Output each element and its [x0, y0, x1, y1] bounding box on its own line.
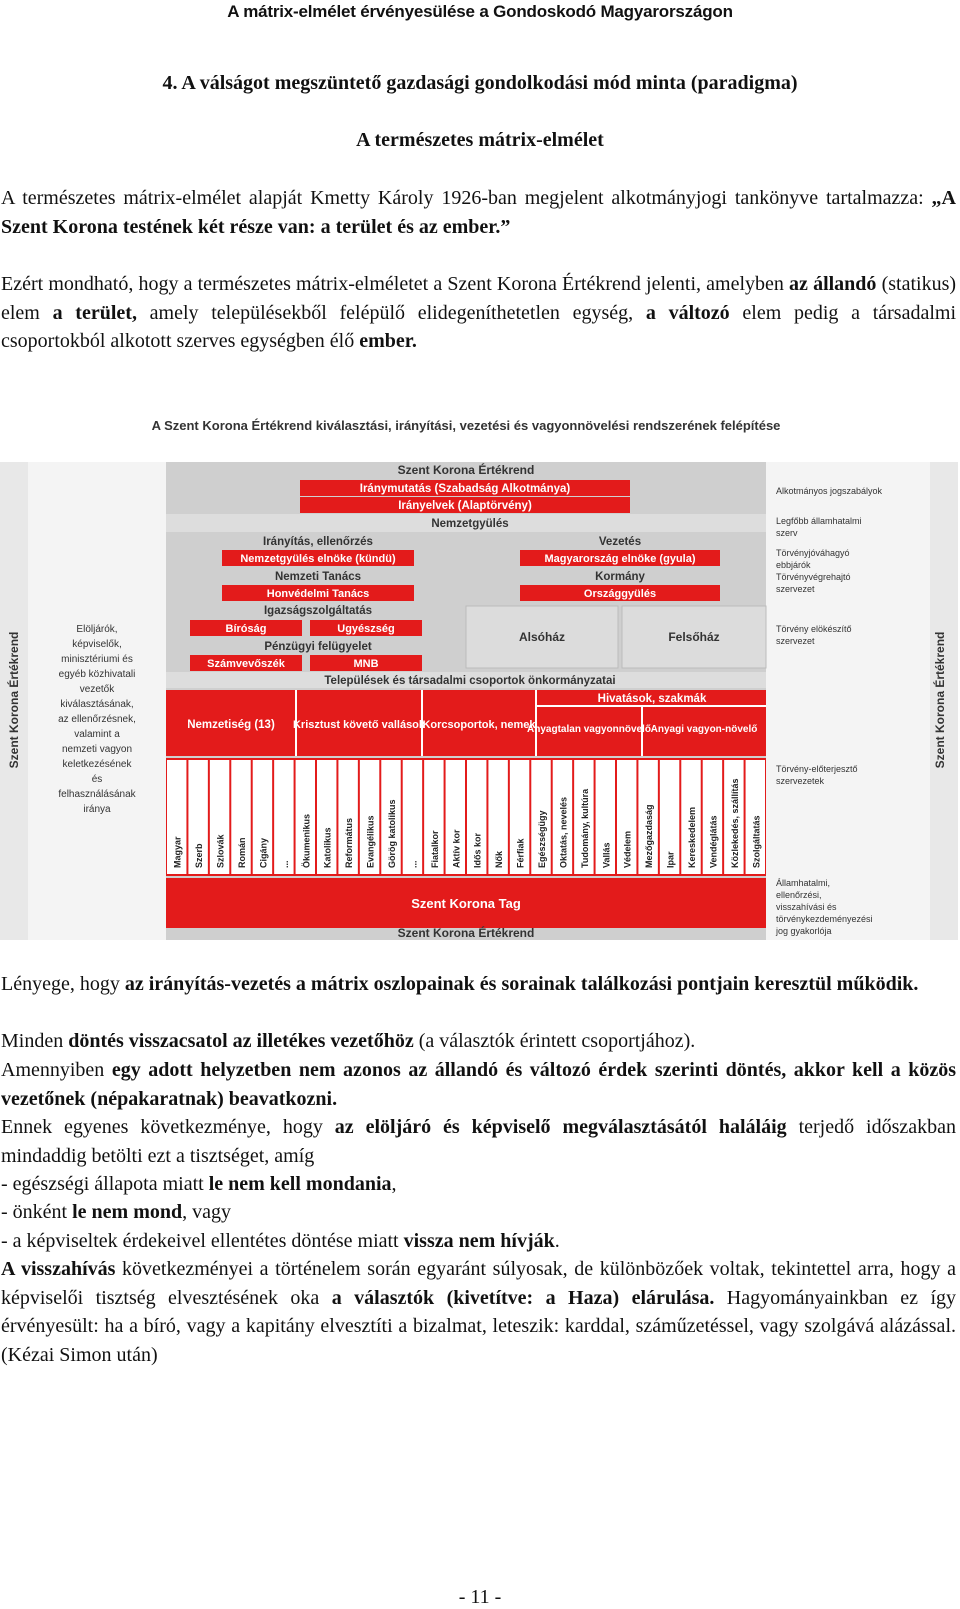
running-header: A mátrix-elmélet érvényesülése a Gondoskodó Magyarországon [227, 2, 733, 21]
emphasis: vissza nem hívják [403, 1230, 555, 1252]
label-kormany: Kormány [595, 571, 645, 583]
left-note-line: nemzeti vagyon [61, 744, 133, 755]
text: Lényege, hogy [1, 973, 125, 995]
label-ugyeszseg: Ugyészség [337, 623, 395, 635]
column-label: Vallás [601, 842, 612, 868]
label-iranyitas: Irányítás, ellenőrzés [263, 536, 373, 548]
right-note-line: szerv [776, 528, 798, 538]
section-title: 4. A válságot megszüntető gazdasági gondolkodási mód minta (paradigma) [162, 72, 798, 94]
right-note-line: Államhatalmi, [776, 878, 831, 888]
column-label: Ökumenikus [301, 813, 312, 868]
page-number: - 11 - [458, 1586, 502, 1608]
text: - egészségi állapota miatt [1, 1173, 209, 1195]
label-szamvevoszek: Számvevőszék [207, 658, 285, 670]
matrix-diagram [0, 410, 958, 970]
text: következményei a történelem során egyaránt súlyosak, de különbözőek voltak, tekintettel arra, hogy a képviselői tisztség elvesztésének oka [1, 1258, 957, 1309]
list-item [1, 1170, 956, 1199]
column-label: Oktatás, nevelés [558, 796, 569, 868]
text: , [391, 1173, 397, 1195]
column-label: ... [279, 860, 290, 868]
column-label: Magyar [172, 836, 183, 868]
column-cell [403, 760, 422, 874]
right-note-line: Legfőbb államhatalmi [776, 516, 862, 526]
label-igazsagszolgaltatas: Igazságszolgáltatás [263, 605, 373, 617]
emphasis: az irányítás-vezetés a mátrix oszlopainak és sorainak találkozási pontjain keresztül működik. [124, 973, 919, 995]
right-note-line: szervezet [776, 584, 815, 594]
text: , vagy [182, 1201, 231, 1223]
right-note-line: ellenőrzési, [776, 890, 822, 900]
column-label: Idős kor [472, 832, 483, 868]
emphasis: A visszahívás [1, 1258, 116, 1280]
column-label: Ipar [665, 851, 676, 868]
column-label: Kereskedelem [687, 806, 697, 868]
right-note-line: Törvényjóváhagyó [776, 548, 850, 558]
column-label: Aktív kor [451, 829, 462, 868]
text: - önként [1, 1201, 73, 1223]
label-nemzeti-tanacs: Nemzeti Tanács [274, 571, 362, 583]
right-note-line: Törvényvégrehajtó [776, 572, 851, 582]
left-note-line: képviselők, [72, 639, 122, 650]
text: (a választók érintett csoportjához). [413, 1030, 696, 1052]
label-birosag: Bíróság [225, 623, 267, 635]
left-note-line: vezetők [79, 684, 115, 695]
label-vezetes: Vezetés [598, 536, 642, 548]
column-label: Református [344, 817, 355, 868]
emphasis: a változó [645, 301, 730, 324]
left-note-line: valamint a [74, 729, 120, 740]
paragraph-lenyege [1, 970, 956, 999]
list-item [1, 1198, 956, 1227]
text: amely településekből felépülő elidegeníthetetlen egység, [136, 301, 646, 324]
left-note-line: kiválasztásának, [60, 699, 134, 710]
text: . [554, 1230, 560, 1252]
emphasis: az állandó [789, 273, 877, 295]
column-label: Fiatalkor [429, 830, 440, 868]
left-note-line: felhasználásának [58, 789, 136, 800]
column-label: Görög katolikus [387, 799, 397, 868]
emphasis: döntés visszacsatol az illetékes vezetőhöz [68, 1030, 414, 1052]
label-honvedelmi-tanacs: Honvédelmi Tanács [266, 588, 370, 600]
text: Amennyiben [1, 1059, 112, 1081]
diagram-title: A Szent Korona Értékrend kiválasztási, irányítási, vezetési és vagyonnövelési rendszerének felépítése [151, 418, 781, 433]
label-anyagtalan: Anyagtalan vagyonnövelő [527, 724, 651, 735]
right-note-line: Törvény elökészítő [776, 624, 852, 634]
emphasis: a választók (kivetítve: a Haza) elárulása. [331, 1286, 715, 1309]
text: elem pedig a társadalmi csoportokból alkotott szerves egységben élő [1, 301, 957, 353]
column-label: Mezőgazdaság [644, 804, 655, 868]
side-label-right: Szent Korona Értékrend [933, 631, 947, 769]
label-nemzetgyules: Nemzetgyülés [431, 518, 509, 530]
label-mnb: MNB [353, 658, 379, 670]
label-magyarorszag-elnoke: Magyarország elnöke (gyula) [544, 553, 696, 565]
column-label: Vendéglátás [708, 815, 719, 868]
label-penzugyi-felugyelet: Pénzügyi felügyelet [264, 641, 372, 653]
label-also-haz: Alsóház [518, 630, 566, 644]
left-note-line: Elöljárók, [76, 624, 118, 635]
label-anyagi: Anyagi vagyon-növelő [650, 724, 758, 735]
text: Ezért mondható, hogy a természetes mátrix-elméletet a Szent Korona Értékrend jelenti, amelyben [1, 273, 790, 295]
paragraph-dontes [1, 1027, 956, 1056]
emphasis: le nem kell mondania [208, 1173, 392, 1195]
label-orszaggyules: Országgyülés [583, 588, 657, 600]
text: terjedő időszakban mindaddig betölti ezt a tisztséget, amíg [1, 1116, 956, 1167]
bottom-label: Szent Korona Értékrend [397, 926, 535, 940]
paragraph-kmetty [1, 184, 956, 241]
subsection-title: A természetes mátrix-elmélet [356, 129, 604, 151]
label-nemzetiseg: Nemzetiség (13) [187, 719, 275, 731]
top-label: Szent Korona Értékrend [397, 463, 535, 477]
list-item [1, 1227, 956, 1256]
emphasis: le nem mond [72, 1201, 183, 1223]
right-note-line: törvénykezdeményezési [776, 914, 873, 924]
right-note-line: Alkotmányos jogszabályok [776, 486, 883, 496]
label-iranymutatas: Iránymutatás (Szabadság Alkotmánya) [359, 483, 571, 495]
column-label: Szolgáltatás [751, 815, 762, 868]
text: - a képviseltek érdekeivel ellentétes döntése miatt [1, 1230, 404, 1252]
emphasis: ember. [359, 330, 417, 353]
right-note-line: ebbjárók [776, 560, 811, 570]
emphasis: egy adott helyzetben nem azonos az állandó és változó érdek szerinti döntés, akkor kell a közös vezetőnek (népakaratnak) beavatkozni. [1, 1059, 956, 1110]
column-cell [274, 760, 293, 874]
text: Minden [1, 1030, 69, 1052]
label-telepulesek: Települések és társadalmi csoportok önkormányzatai [324, 675, 616, 687]
left-note-line: az ellenőrzésnek, [58, 714, 136, 725]
paragraph-amennyiben [1, 1056, 956, 1113]
left-note-line: iránya [83, 804, 111, 815]
right-note-line: szervezet [776, 636, 815, 646]
column-label: ... [408, 860, 419, 868]
text: A természetes mátrix-elmélet alapját Kmetty Károly 1926-ban megjelent alkotmányjogi tankönyve tartalmazza: [1, 187, 932, 209]
column-label: Közlekedés, szállítás [729, 778, 740, 868]
column-label: Katolikus [322, 827, 333, 868]
column-label: Védelem [622, 830, 633, 868]
column-label: Szerb [194, 843, 205, 868]
label-tag: Szent Korona Tag [411, 896, 521, 911]
right-note-line: jog gyakorlója [776, 926, 832, 936]
left-note-line: és [91, 774, 103, 785]
label-krisztust: Krisztust követő vallások [292, 719, 426, 731]
text: (statikus) elem [1, 273, 957, 324]
emphasis: az elöljáró és képviselő megválasztásától haláláig [334, 1116, 787, 1138]
column-label: Szlovák [215, 834, 226, 868]
left-note-line: minisztériumi és [61, 654, 133, 665]
column-label: Cigány [258, 837, 269, 868]
label-korcsoportok: Korcsoportok, nemek [422, 719, 536, 731]
right-note-line: visszahívási és [776, 902, 837, 912]
quote: „A Szent Korona testének két része van: a terület és az ember.” [1, 187, 956, 238]
emphasis: a terület, [52, 301, 137, 324]
paragraph-kovetkezmeny [1, 1113, 956, 1170]
paragraph-ertekrend [1, 270, 956, 356]
left-note-line: egyéb közhivatali [58, 669, 136, 680]
text: Ennek egyenes következménye, hogy [1, 1116, 335, 1138]
label-nemzetgyules-elnoke: Nemzetgyülés elnöke (kündü) [240, 553, 396, 565]
right-note-line: szervezetek [776, 776, 825, 786]
column-label: Férfiak [515, 838, 526, 868]
column-label: Nők [494, 850, 505, 868]
column-label: Evangélikus [365, 815, 376, 868]
side-label-left: Szent Korona Értékrend [7, 631, 21, 769]
column-label: Tudomány, kultúra [579, 788, 590, 868]
label-iranyelvek: Irányelvek (Alaptörvény) [398, 500, 532, 512]
text: Hagyományainkban ez így érvényesült: ha a bíró, vagy a kapitány elvesztíti a bizalmat, leteszik: karddal, száműzetéssel, vagy szolgává alázással. (Kézai Simon után) [1, 1286, 957, 1367]
paragraph-visszahivas [1, 1255, 956, 1370]
column-label: Egészségügy [537, 810, 547, 868]
label-hivatasok: Hivatások, szakmák [597, 693, 707, 705]
right-note-line: Törvény-előterjesztő [776, 764, 858, 774]
column-label: Román [237, 837, 247, 868]
left-note-line: keletkezésének [62, 759, 132, 770]
label-felso-haz: Felsőház [668, 630, 720, 644]
